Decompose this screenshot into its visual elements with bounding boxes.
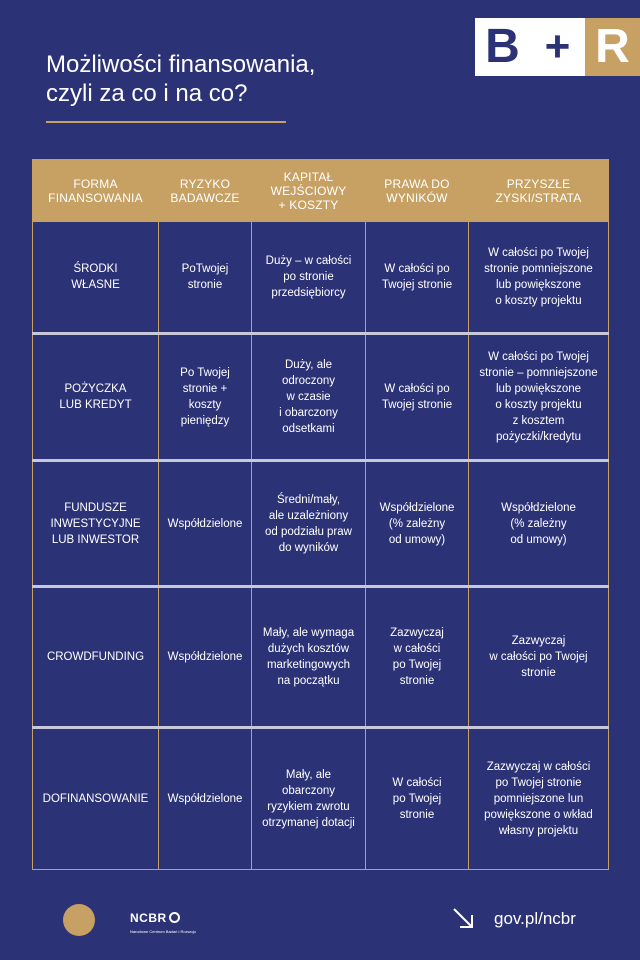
table-cell: Współdzielone (159, 586, 252, 728)
table-row (33, 333, 609, 460)
table-cell: Współdzielone (% zależny od umowy) (366, 461, 469, 586)
table-cell: PoTwojej stronie (159, 222, 252, 333)
logo-letter-b: B (475, 18, 530, 76)
table-cell: Współdzielone (159, 728, 252, 870)
gov-pl-ncbr-link[interactable]: gov.pl/ncbr (494, 909, 576, 928)
title-underline (46, 121, 286, 123)
ncbr-logo-name: NCBR (130, 911, 167, 925)
table-cell: Zazwyczaj w całości po Twojej stronie pomniejszone lun powiększone o wkład własny projektu (469, 728, 609, 870)
table-cell: Duży, ale odroczony w czasie i obarczony odsetkami (252, 333, 366, 460)
table-cell-form: DOFINANSOWANIE (33, 728, 159, 870)
page-title (46, 50, 315, 108)
ncbr-mark-icon (169, 912, 180, 923)
br-logo (475, 18, 640, 76)
table-cell: W całości po Twojej stronie (366, 333, 469, 460)
table-cell: Średni/mały, ale uzależniony od podziału praw do wyników (252, 461, 366, 586)
ncbr-logo (130, 909, 196, 935)
gold-circle-icon (63, 904, 95, 936)
logo-letter-r: R (585, 18, 640, 76)
header-ryzyko-badawcze: RYZYKO BADAWCZE (159, 160, 252, 223)
table-cell: W całości po Twojej stronie – pomniejszone lub powiększone o koszty projektu z kosztem pożyczki/kredytu (469, 333, 609, 460)
table-cell: W całości po Twojej stronie (366, 728, 469, 870)
table-header-row (33, 160, 609, 223)
table-cell: W całości po Twojej stronie (366, 222, 469, 333)
logo-plus: + (530, 18, 585, 76)
header-przyszle-zyski: PRZYSZŁE ZYSKI/STRATA (469, 160, 609, 223)
table-row (33, 728, 609, 870)
table-cell: Zazwyczaj w całości po Twojej stronie (469, 586, 609, 728)
table-cell: W całości po Twojej stronie pomniejszone lub powiększone o koszty projektu (469, 222, 609, 333)
table-row (33, 222, 609, 333)
page-title-line-1: Możliwości finansowania, (46, 51, 316, 78)
page-title-line-2: czyli za co i na co? (46, 80, 248, 107)
header-prawa-do-wynikow: PRAWA DO WYNIKÓW (366, 160, 469, 223)
table-cell: Współdzielone (% zależny od umowy) (469, 461, 609, 586)
header-forma-finansowania: FORMA FINANSOWANIA (33, 160, 159, 223)
table-cell: Duży – w całości po stronie przedsiębiorcy (252, 222, 366, 333)
table-cell: Po Twojej stronie + koszty pieniędzy (159, 333, 252, 460)
header-kapital-wejsciowy: KAPITAŁ WEJŚCIOWY + KOSZTY (252, 160, 366, 223)
financing-table (32, 159, 609, 870)
ncbr-logo-subtitle: Narodowe Centrum Badań i Rozwoju (130, 929, 196, 934)
arrow-down-right-icon (452, 907, 474, 929)
table-cell: Współdzielone (159, 461, 252, 586)
table-cell-form: CROWDFUNDING (33, 586, 159, 728)
table-cell: Zazwyczaj w całości po Twojej stronie (366, 586, 469, 728)
table-cell-form: FUNDUSZE INWESTYCYJNE LUB INWESTOR (33, 461, 159, 586)
table-cell: Mały, ale obarczony ryzykiem zwrotu otrzymanej dotacji (252, 728, 366, 870)
table-cell: Mały, ale wymaga dużych kosztów marketingowych na początku (252, 586, 366, 728)
table-cell-form: POŻYCZKA LUB KREDYT (33, 333, 159, 460)
table-row (33, 461, 609, 586)
table-cell-form: ŚRODKI WŁASNE (33, 222, 159, 333)
table-row (33, 586, 609, 728)
